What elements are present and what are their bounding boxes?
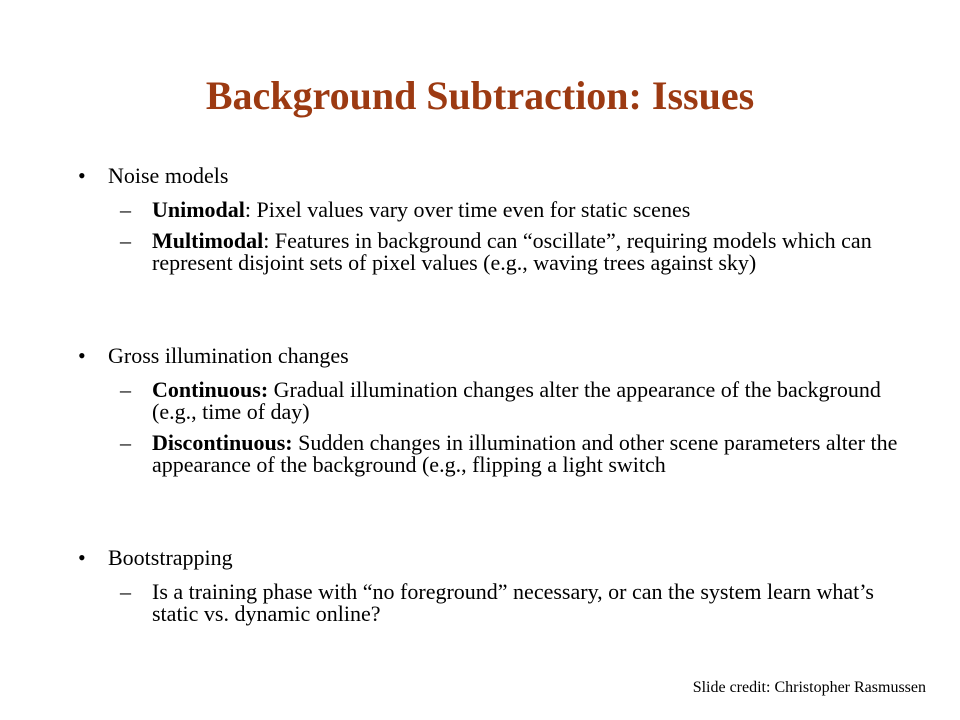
sub-item-text: Gradual illumination changes alter the appearance of the background (e.g., time of day) [152, 377, 881, 424]
sub-item-unimodal [72, 199, 902, 221]
bullet-heading: Bootstrapping [108, 545, 233, 570]
bullet-heading: Noise models [108, 163, 229, 188]
bullet-icon: • [78, 343, 86, 368]
dash-icon: – [120, 377, 131, 402]
slide-title: Background Subtraction: Issues [205, 73, 755, 118]
bullet-illumination [72, 342, 902, 370]
sub-item-text: Is a training phase with “no foreground” necessary, or can the system learn what’s static vs. dynamic online? [152, 579, 874, 626]
bullet-heading: Gross illumination changes [108, 343, 349, 368]
bullet-icon: • [78, 545, 86, 570]
sub-item-term: Multimodal [152, 228, 264, 253]
section-illumination [72, 342, 902, 476]
dash-icon: – [120, 579, 131, 604]
sub-item-text: : Features in background can “oscillate”, requiring models which can represent disjoint sets of pixel values (e.g., waving trees against sky) [152, 228, 872, 275]
sub-item-training-phase [72, 581, 902, 625]
dash-icon: – [120, 197, 131, 222]
bullet-icon: • [78, 163, 86, 188]
dash-icon: – [120, 430, 131, 455]
sub-item-text: Sudden changes in illumination and other scene parameters alter the appearance of the background (e.g., flipping a light switch [152, 430, 898, 477]
dash-icon: – [120, 228, 131, 253]
section-bootstrapping [72, 544, 902, 625]
bullet-noise-models [72, 162, 902, 190]
sub-item-term: Unimodal [152, 197, 245, 222]
sub-item-term: Continuous: [152, 377, 269, 402]
bullet-bootstrapping [72, 544, 902, 572]
sub-item-discontinuous [72, 432, 902, 476]
sub-item-text: : Pixel values vary over time even for static scenes [244, 197, 691, 222]
sub-item-multimodal [72, 230, 902, 274]
section-noise-models [72, 162, 902, 274]
sub-item-continuous [72, 379, 902, 423]
slide-credit: Slide credit: Christopher Rasmussen [692, 679, 926, 696]
sub-item-term: Discontinuous: [152, 430, 293, 455]
